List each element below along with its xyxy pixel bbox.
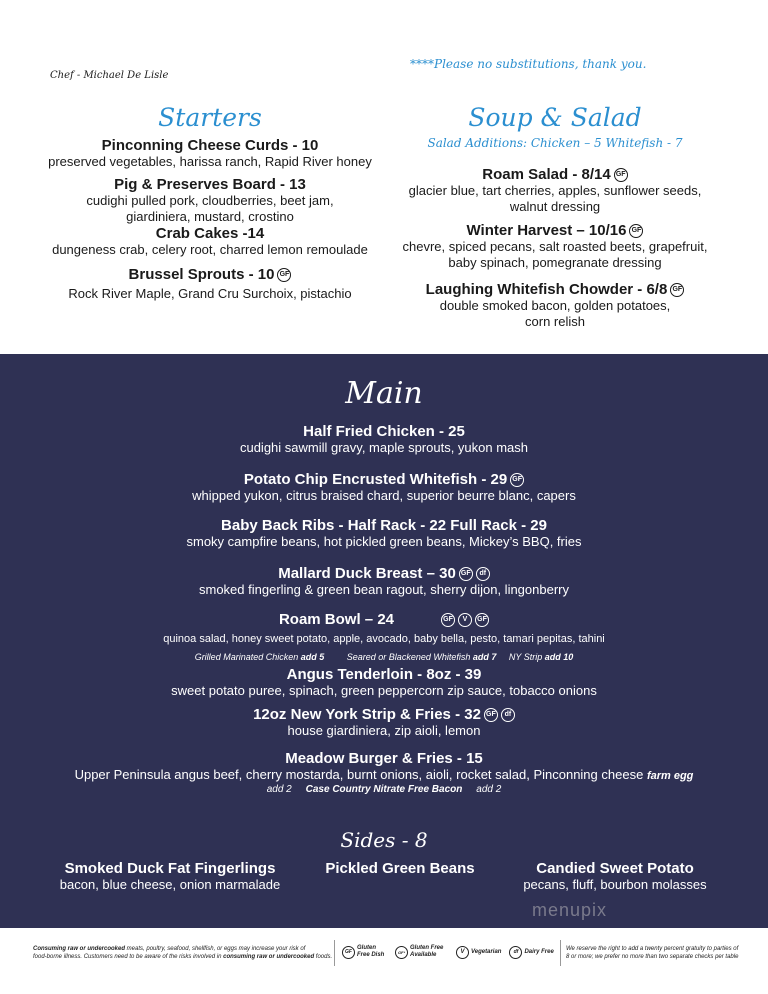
starters-items xyxy=(0,137,420,302)
salad-desc: walnut dressing xyxy=(509,199,601,214)
addon-chicken-price: add 5 xyxy=(300,652,325,662)
dairy-free-icon: df xyxy=(509,946,522,959)
soup-salad-title: Soup & Salad xyxy=(468,103,642,132)
main-item-desc-row xyxy=(0,767,768,784)
addon-bacon-price: add 2 xyxy=(476,784,502,795)
burger-addons xyxy=(0,784,768,795)
footer xyxy=(0,928,768,994)
side-name: Smoked Duck Fat Fingerlings xyxy=(64,860,276,877)
gluten-free-icon: GF xyxy=(484,708,498,722)
warning-text: food-borne illness. Customers need to be aware of the risks involved in xyxy=(33,954,224,960)
gluten-free-icon: GF xyxy=(441,613,455,627)
soup-name: Laughing Whitefish Chowder - 6/8 xyxy=(425,281,668,298)
starter-name: Pig & Preserves Board - 13 xyxy=(114,176,306,193)
warning-text: meats, poultry, seafood, shellfish, or eggs may increase your risk of xyxy=(125,946,306,952)
side-desc: bacon, blue cheese, onion marmalade xyxy=(59,877,281,892)
main-item-name: 12oz New York Strip & Fries - 32 xyxy=(253,706,481,723)
gratuity-text: 8 or more; we prefer no more than two separate checks per table xyxy=(566,954,739,960)
soup-salad-section xyxy=(370,103,740,150)
addon-strip: NY Strip xyxy=(508,652,543,662)
side-name: Candied Sweet Potato xyxy=(536,860,694,877)
legend-label: Vegetarian xyxy=(471,949,502,955)
main-title: Main xyxy=(345,376,423,411)
vegetarian-icon: V xyxy=(458,613,472,627)
sides-title: Sides - 8 xyxy=(340,828,428,852)
gluten-free-icon: GF xyxy=(614,168,628,182)
addon-whitefish: Seared or Blackened Whitefish xyxy=(346,652,471,662)
main-item-row xyxy=(0,471,768,488)
side-item xyxy=(470,860,760,893)
addon-egg-price: add 2 xyxy=(266,784,292,795)
main-item-desc: quinoa salad, honey sweet potato, apple, avocado, baby bella, pesto, tamari pepitas, tahini xyxy=(163,633,605,645)
legend-label: Dairy Free xyxy=(524,949,554,955)
main-item-name: Potato Chip Encrusted Whitefish - 29 xyxy=(243,471,508,488)
addon-bacon: Case Country Nitrate Free Bacon xyxy=(305,784,463,795)
gluten-free-icon: GF xyxy=(670,283,684,297)
side-name: Pickled Green Beans xyxy=(325,860,475,877)
main-item-desc: cudighi sawmill gravy, maple sprouts, yukon mash xyxy=(239,440,529,455)
gluten-free-available-icon: GF* xyxy=(395,946,408,959)
legend-dairy-free xyxy=(509,946,553,959)
main-item-row xyxy=(0,611,768,628)
gratuity-text: We reserve the right to add a twenty percent gratuity to parties of xyxy=(566,946,739,952)
salad-name: Winter Harvest – 10/16 xyxy=(466,222,627,239)
starter-name: Brussel Sprouts - 10 xyxy=(128,266,275,283)
main-item-row xyxy=(0,706,768,723)
menupix-watermark: menupix xyxy=(532,900,608,920)
diet-legend xyxy=(342,945,558,959)
salad-desc: chevre, spiced pecans, salt roasted beets, grapefruit, xyxy=(402,239,708,254)
side-item xyxy=(20,860,320,893)
starters-section xyxy=(0,103,420,132)
main-item-name: Roam Bowl – 24 xyxy=(278,611,395,628)
main-item-desc: sweet potato puree, spinach, green peppercorn zip sauce, tobacco onions xyxy=(171,683,597,698)
soup-desc: double smoked bacon, golden potatoes, xyxy=(439,298,671,313)
starter-desc: preserved vegetables, harissa ranch, Rapid River honey xyxy=(48,154,372,169)
main-item-desc: Upper Peninsula angus beef, cherry mostarda, burnt onions, aioli, rocket salad, Pinconning cheese xyxy=(74,767,644,782)
addon-strip-price: add 10 xyxy=(544,652,574,662)
gluten-free-icon: GF xyxy=(342,946,355,959)
salad-desc: baby spinach, pomegranate dressing xyxy=(448,255,662,270)
warning-lead: Consuming raw or undercooked xyxy=(33,946,126,952)
footer-divider xyxy=(560,940,561,966)
salad-name-row xyxy=(370,222,740,239)
main-item-name: Baby Back Ribs - Half Rack - 22 Full Rack - 29 xyxy=(221,517,547,534)
warning-bold: consuming raw or undercooked xyxy=(223,954,315,960)
main-item-name: Meadow Burger & Fries - 15 xyxy=(285,750,483,767)
salad-additions: Salad Additions: Chicken – 5 Whitefish - 7 xyxy=(427,136,683,150)
salad-desc: glacier blue, tart cherries, apples, sunflower seeds, xyxy=(408,183,702,198)
addon-whitefish-price: add 7 xyxy=(472,652,497,662)
gluten-free-icon: GF xyxy=(475,613,489,627)
main-item-row xyxy=(0,565,768,582)
starters-title: Starters xyxy=(158,103,262,132)
bowl-addons xyxy=(0,652,768,662)
main-item-desc: smoked fingerling & green bean ragout, sherry dijon, lingonberry xyxy=(199,582,569,597)
gluten-free-icon: GF xyxy=(510,473,524,487)
starter-name: Crab Cakes -14 xyxy=(155,225,265,242)
salad-name: Roam Salad - 8/14 xyxy=(482,166,611,183)
gluten-free-icon: GF xyxy=(629,224,643,238)
soup-name-row xyxy=(370,281,740,298)
main-items xyxy=(0,423,768,795)
starter-name-row xyxy=(0,266,420,283)
soup-desc: corn relish xyxy=(525,314,585,329)
warning-text: foods. xyxy=(314,954,333,960)
dairy-free-icon: df xyxy=(501,708,515,722)
starter-desc: giardiniera, mustard, crostino xyxy=(126,209,294,224)
soup-salad-items xyxy=(370,166,740,330)
legend-vegetarian xyxy=(456,946,501,959)
chef-credit: Chef - Michael De Lisle xyxy=(50,70,169,81)
main-item-desc: whipped yukon, citrus braised chard, superior beurre blanc, capers xyxy=(192,488,576,503)
starter-desc: dungeness crab, celery root, charred lemon remoulade xyxy=(52,242,368,257)
legend-label: Gluten Free Available xyxy=(410,945,444,958)
legend-gluten-free-available xyxy=(395,945,448,959)
addon-chicken: Grilled Marinated Chicken xyxy=(194,652,299,662)
gluten-free-icon: GF xyxy=(277,268,291,282)
footer-divider xyxy=(334,940,335,966)
main-item-name: Half Fried Chicken - 25 xyxy=(303,423,465,440)
main-panel xyxy=(0,354,768,928)
addon-farm-egg: farm egg xyxy=(646,770,694,782)
side-desc: pecans, fluff, bourbon molasses xyxy=(523,877,707,892)
starter-name: Pinconning Cheese Curds - 10 xyxy=(101,137,319,154)
main-item-name: Mallard Duck Breast – 30 xyxy=(278,565,456,582)
gratuity-notice xyxy=(566,945,756,961)
starter-desc: cudighi pulled pork, cloudberries, beet jam, xyxy=(86,193,334,208)
legend-label: Gluten Free Dish xyxy=(357,945,385,958)
dairy-free-icon: df xyxy=(476,567,490,581)
main-item-name: Angus Tenderloin - 8oz - 39 xyxy=(286,666,482,683)
salad-name-row xyxy=(370,166,740,183)
gluten-free-icon: GF xyxy=(459,567,473,581)
main-item-desc: smoky campfire beans, hot pickled green beans, Mickey’s BBQ, fries xyxy=(186,534,582,549)
legend-gluten-free xyxy=(342,945,387,959)
no-substitutions-notice: ****Please no substitutions, thank you. xyxy=(410,57,647,71)
raw-food-warning xyxy=(33,945,333,961)
starter-desc: Rock River Maple, Grand Cru Surchoix, pistachio xyxy=(68,286,352,301)
vegetarian-icon: V xyxy=(456,946,469,959)
main-item-desc: house giardiniera, zip aioli, lemon xyxy=(287,723,481,738)
